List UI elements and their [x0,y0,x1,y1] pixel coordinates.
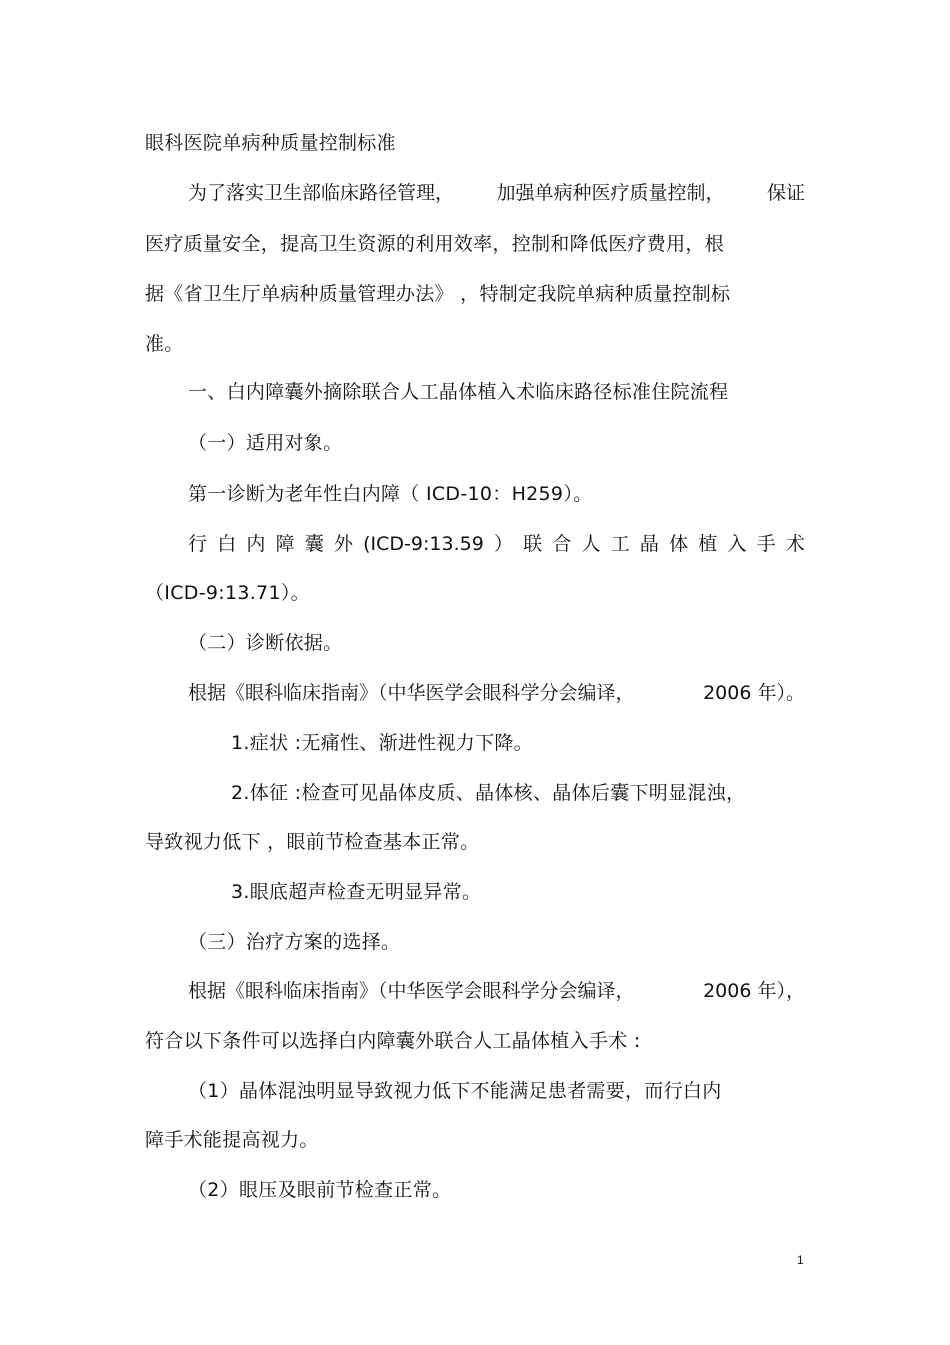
op-char: 手 [756,533,776,555]
op-char: 联 [523,533,543,555]
op-char: 行 [188,533,208,555]
intro-line-1 [145,180,805,206]
intro-line-1-part-1: 为了落实卫生部临床路径管理， [188,182,455,204]
op-char: 入 [727,533,747,555]
condition-item-1-line-2: 障手术能提高视力。 [145,1129,319,1151]
op-code: (ICD-9:13.59 [363,533,484,555]
condition-item-1-line-1: （1）晶体混浊明显导致视力低下不能满足患者需要，而行白内 [188,1080,722,1102]
reference-text: 根据《眼科临床指南》（中华医学会眼科学分会编译， [188,980,635,1002]
op-char: 外 [333,533,353,555]
treatment-basis-reference [145,978,805,1004]
op-char: 人 [581,533,601,555]
op-char: 内 [246,533,266,555]
sign-item-line-1: 2.体征 :检查可见晶体皮质、晶体核、晶体后囊下明显混浊， [231,782,746,804]
document-title: 眼科医院单病种质量控制标准 [145,132,396,154]
sub-heading-applicable: （一）适用对象。 [188,432,343,454]
op-char: 体 [669,533,689,555]
op-char: 白 [217,533,237,555]
intro-line-2: 医疗质量安全，提高卫生资源的利用效率，控制和降低医疗费用，根 [145,233,725,255]
op-char: ） [493,533,513,555]
reference-year: 2006 年）， [703,980,805,1002]
intro-line-1-part-3: 保证 [766,182,805,204]
operation-line-2: （ICD-9:13.71）。 [145,582,310,604]
op-char: 囊 [304,533,324,555]
sign-item-line-2: 导致视力低下 ，眼前节检查基本正常。 [145,831,480,853]
reference-text: 根据《眼科临床指南》（中华医学会眼科学分会编译， [188,682,635,704]
section-heading: 一、白内障囊外摘除联合人工晶体植入术临床路径标准住院流程 [188,381,729,403]
op-char: 合 [552,533,572,555]
reference-year: 2006 年）。 [703,682,805,704]
treatment-condition-text: 符合以下条件可以选择白内障囊外联合人工晶体植入手术 : [145,1030,641,1052]
sub-heading-treatment: （三）治疗方案的选择。 [188,931,401,953]
intro-line-3: 据《省卫生厅单病种质量管理办法》 ，特制定我院单病种质量控制标 [145,283,731,305]
intro-line-1-part-2: 加强单病种医疗质量控制， [496,182,725,204]
op-char: 植 [698,533,718,555]
first-diagnosis-text: 第一诊断为老年性白内障（ ICD-10：H259）。 [188,483,593,505]
op-char: 障 [275,533,295,555]
op-char: 术 [785,533,805,555]
sub-heading-diagnosis-basis: （二）诊断依据。 [188,632,343,654]
diagnosis-basis-reference [145,680,805,706]
intro-line-4: 准。 [145,333,184,355]
operation-line-1 [145,531,805,557]
op-char: 晶 [639,533,659,555]
page-number: 1 [797,1253,804,1267]
condition-item-2: （2）眼压及眼前节检查正常。 [188,1179,452,1201]
op-char: 工 [610,533,630,555]
ultrasound-item: 3.眼底超声检查无明显异常。 [231,881,482,903]
symptom-item: 1.症状 :无痛性、渐进性视力下降。 [231,732,533,754]
